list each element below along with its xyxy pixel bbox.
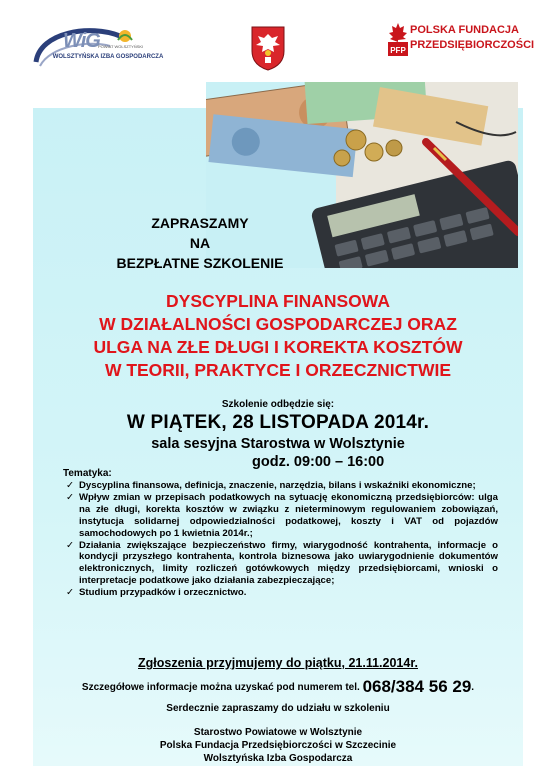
topics-list xyxy=(66,480,498,599)
organizer: Wolsztyńska Izba Gospodarcza xyxy=(203,753,353,764)
topic-text: Studium przypadków i orzecznictwo. xyxy=(79,587,247,599)
maple-leaf-icon xyxy=(388,22,408,58)
organizer: Polska Fundacja Przedsiębiorczości w Szczecinie xyxy=(159,740,397,751)
topic-text: Dyscyplina finansowa, definicja, znaczenie, narzędzia, bilans i wskaźniki ekonomiczne; xyxy=(79,480,476,491)
check-icon: ✓ xyxy=(66,480,75,491)
wig-org-name: WOLSZTYŃSKA IZBA GOSPODARCZA xyxy=(52,54,164,60)
training-title xyxy=(33,290,523,382)
svg-text:PFP: PFP xyxy=(390,46,406,55)
invite-line: NA xyxy=(189,235,211,251)
title-line: W DZIAŁALNOŚCI GOSPODARCZEJ ORAZ xyxy=(99,314,457,334)
topic-text: Działania zwiększające bezpieczeństwo firmy, wiarygodność kontrahenta, informacje o kondycji przyszłego kontrahenta, kontrola biznesowa jako uwiarygodnienie dokumentów elektronicznych, limity rozliczeń gotówkowych między przedsiębiorcami, wnioski o interpretacje podatkowe jako działania zabezpieczające; xyxy=(79,539,498,587)
title-line: DYSCYPLINA FINANSOWA xyxy=(166,291,390,311)
topics-heading: Tematyka: xyxy=(63,468,112,479)
wig-sub: POWIAT WOLSZTYŃSKI xyxy=(98,44,144,49)
topic-text: Wpływ zmian w przepisach podatkowych na sytuację ekonomiczną przedsiębiorców: ulga na złe długi, korekta kosztów w związku z nieterminowym regulowaniem zobowiązań, instytucja solidarnej odpowiedzialności podatkowej, koszty i VAT od pojazdów samochodowych po 1 kwietnia 2014r.; xyxy=(79,491,498,539)
list-item xyxy=(66,480,498,492)
invite-line: BEZPŁATNE SZKOLENIE xyxy=(116,255,284,271)
check-icon: ✓ xyxy=(66,491,75,503)
pfp-line2: PRZEDSIĘBIORCZOŚCI xyxy=(410,39,535,51)
when-label: Szkolenie odbędzie się: xyxy=(221,399,335,410)
check-icon: ✓ xyxy=(66,539,75,551)
list-item xyxy=(66,492,498,540)
registration-deadline xyxy=(33,656,523,670)
event-date: W PIĄTEK, 28 LISTOPADA 2014r. xyxy=(126,412,430,433)
contact-info xyxy=(33,677,523,697)
event-venue: sala sesyjna Starostwa w Wolsztynie xyxy=(151,436,405,452)
organizer: Starostwo Powiatowe w Wolsztynie xyxy=(193,727,363,738)
check-icon: ✓ xyxy=(66,587,75,599)
wig-mark: WiG xyxy=(63,30,100,52)
deadline-text: Zgłoszenia przyjmujemy do piątku, 21.11.2014r. xyxy=(138,656,418,670)
info-end: . xyxy=(471,682,475,693)
info-text: Szczegółowe informacje można uzyskać pod numerem tel. xyxy=(81,682,360,693)
pfp-logo xyxy=(388,22,535,62)
list-item xyxy=(66,540,498,588)
closing-invite: Serdecznie zapraszamy do udziału w szkoleniu xyxy=(166,703,390,714)
title-line: W TEORII, PRAKTYCE I ORZECZNICTWIE xyxy=(104,360,452,380)
phone-number: 068/384 56 29 xyxy=(362,677,472,696)
pfp-line1: POLSKA FUNDACJA xyxy=(410,24,519,36)
list-item xyxy=(66,587,498,599)
event-hours: godz. 09:00 – 16:00 xyxy=(252,454,385,470)
coat-of-arms-icon xyxy=(250,25,286,71)
invitation-block xyxy=(100,213,300,273)
title-line: ULGA NA ZŁE DŁUGI I KOREKTA KOSZTÓW xyxy=(93,337,463,357)
invite-line: ZAPRASZAMY xyxy=(151,215,249,231)
wig-logo xyxy=(30,22,164,84)
